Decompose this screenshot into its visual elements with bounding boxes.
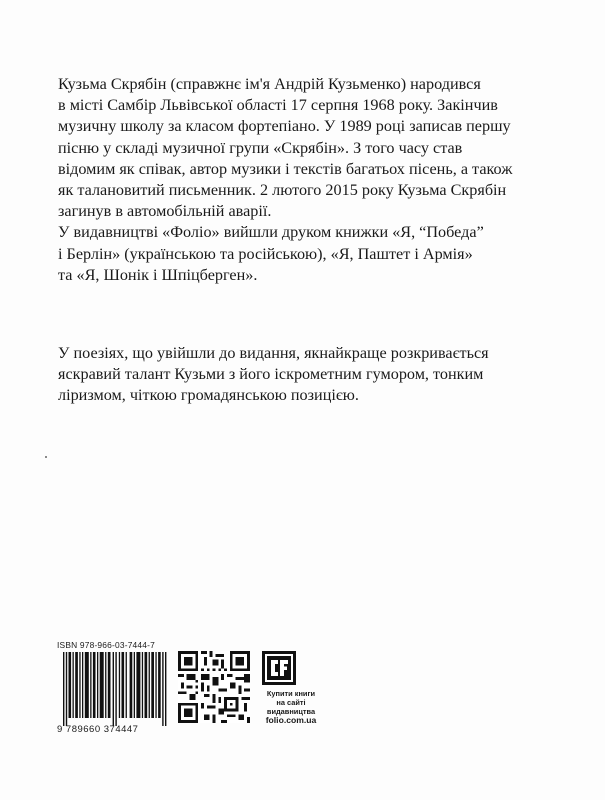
bio-line: і Берлін» (українською та російською), «Я, Паштет і Армія» [58, 244, 473, 263]
bio-line: відомим як співак, автор музики і текстів багатьох пісень, а також [58, 159, 513, 178]
summary-line: ліризмом, чіткою громадянською позицією. [58, 386, 359, 405]
summary-line: яскравий талант Кузьми з його іскрометним гумором, тонким [58, 365, 484, 384]
publisher-promo [256, 689, 326, 725]
isbn-label: ISBN 978-966-03-7444-7 [57, 640, 155, 650]
summary-line: У поезіях, що увійшли до видання, якнайкраще розкривається [58, 344, 489, 362]
barcode-digits: 9 789660 374447 [57, 724, 139, 735]
bio-line: У видавництві «Фоліо» вийшли друком книжки «Я, “Победа” [58, 223, 484, 242]
bio-line: пісню у складі музичної групи «Скрябін». З того часу став [58, 138, 463, 157]
publisher-website: folio.com.ua [265, 715, 317, 725]
promo-line: на сайті [276, 698, 306, 707]
qr-code-icon [177, 651, 251, 723]
barcode-bars [63, 652, 167, 726]
bio-line: Кузьма Скрябін (справжнє ім'я Андрій Кузьменко) народився [58, 75, 481, 93]
publisher-logo-icon [262, 651, 296, 685]
promo-line: видавництва [266, 707, 316, 716]
bio-line: в місті Самбір Львівської області 17 серпня 1968 року. Закінчив [58, 96, 498, 115]
bio-line: загинув в автомобільній аварії. [58, 202, 272, 221]
promo-line: Купити книги [266, 689, 316, 698]
bio-line: як талановитий письменник. 2 лютого 2015 року Кузьма Скрябін [58, 181, 507, 200]
print-speck [45, 456, 47, 458]
bio-line: музичну школу за класом фортепіано. У 1989 році записав першу [58, 117, 511, 136]
biography-text [58, 74, 578, 286]
summary-text [58, 343, 578, 407]
bio-line: та «Я, Шонік і Шпіцберген». [58, 265, 258, 284]
isbn-barcode [57, 640, 171, 738]
